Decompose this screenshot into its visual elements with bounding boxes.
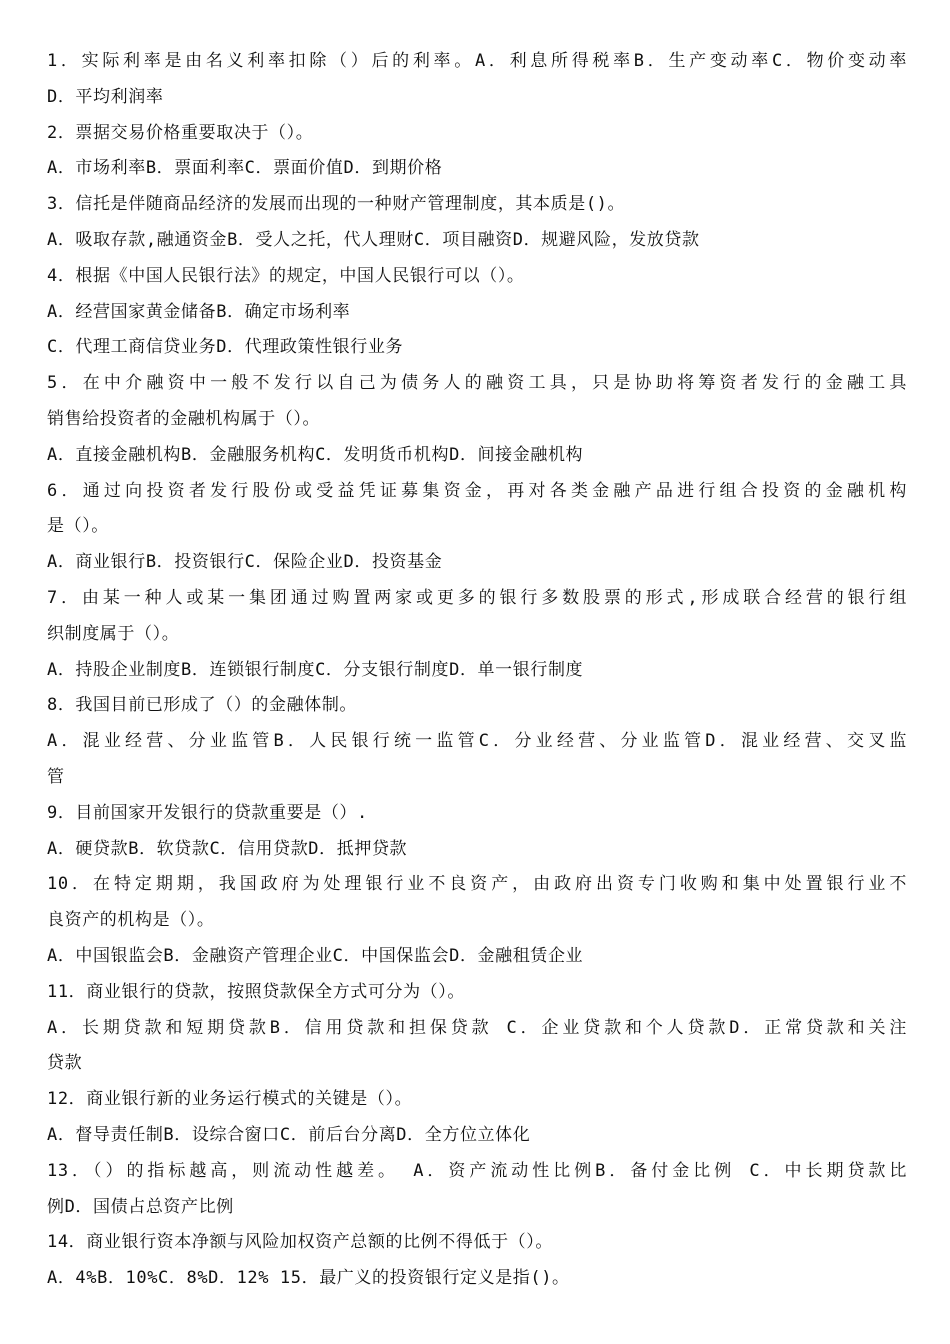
document-body [47,44,907,1297]
text-line-26: A．中国银监会B．金融资产管理企业C．中国保监会D．金融租赁企业 [47,945,584,966]
text-line-18: A．持股企业制度B．连锁银行制度C．分支银行制度D．单一银行制度 [47,659,584,680]
text-line-14: 是（）。 [47,516,109,537]
text-line-35: A．4%B．10%C．8%D．12% 15．最广义的投资银行定义是指()。 [47,1268,570,1289]
text-line-20: A．混业经营、分业监管B．人民银行统一监管C．分业经营、分业监管D．混业经营、交叉监 [47,731,907,752]
text-line-12: A．直接金融机构B．金融服务机构C．发明货币机构D．间接金融机构 [47,444,584,465]
text-line-2: D．平均利润率 [47,86,164,107]
text-line-21: 管 [47,766,65,787]
text-line-1: 1．实际利率是由名义利率扣除（）后的利率。A．利息所得税率B．生产变动率C．物价变动率 [47,51,907,71]
text-line-10: 5．在中介融资中一般不发行以自己为债务人的融资工具，只是协助将筹资者发行的金融工具 [47,373,907,394]
text-line-6: A．吸取存款,融通资金B．受人之托，代人理财C．项目融资D．规避风险，发放贷款 [47,229,700,250]
text-line-5: 3．信托是伴随商品经济的发展而出现的一种财产管理制度，其本质是()。 [47,194,626,215]
text-line-23: A．硬贷款B．软贷款C．信用贷款D．抵押贷款 [47,838,408,859]
text-line-17: 织制度属于（）。 [47,623,180,644]
text-line-7: 4．根据《中国人民银行法》的规定，中国人民银行可以（）。 [47,265,525,286]
text-line-30: 12．商业银行新的业务运行模式的关键是（）。 [47,1089,413,1110]
text-line-15: A．商业银行B．投资银行C．保险企业D．投资基金 [47,552,443,573]
text-line-32: 13．（）的指标越高，则流动性越差。 A．资产流动性比例B．备付金比例 C．中长期贷款比 [47,1160,907,1181]
text-line-24: 10．在特定期期，我国政府为处理银行业不良资产，由政府出资专门收购和集中处置银行业不 [47,874,907,895]
text-line-8: A．经营国家黄金储备B．确定市场利率 [47,301,351,322]
text-line-9: C．代理工商信贷业务D．代理政策性银行业务 [47,337,404,358]
text-line-25: 良资产的机构是（）。 [47,910,215,931]
text-line-29: 贷款 [47,1053,83,1074]
text-line-22: 9．目前国家开发银行的贷款重要是（）. [47,802,368,823]
text-line-34: 14．商业银行资本净额与风险加权资产总额的比例不得低于（）。 [47,1232,553,1253]
text-line-4: A．市场利率B．票面利率C．票面价值D．到期价格 [47,158,443,179]
text-line-19: 8．我国目前已形成了（）的金融体制。 [47,695,358,716]
text-line-13: 6．通过向投资者发行股份或受益凭证募集资金，再对各类金融产品进行组合投资的金融机构 [47,480,907,501]
text-line-27: 11．商业银行的贷款，按照贷款保全方式可分为（）。 [47,981,465,1002]
text-line-3: 2．票据交易价格重要取决于（）。 [47,122,314,143]
text-line-31: A．督导责任制B．设综合窗口C．前后台分离D．全方位立体化 [47,1124,531,1145]
text-line-16: 7．由某一种人或某一集团通过购置两家或更多的银行多数股票的形式,形成联合经营的银行组 [47,587,907,608]
text-line-28: A．长期贷款和短期贷款B．信用贷款和担保贷款 C．企业贷款和个人贷款D．正常贷款和关注 [47,1017,907,1038]
text-line-33: 例D．国债占总资产比例 [47,1196,234,1217]
text-line-11: 销售给投资者的金融机构属于（）。 [47,408,321,429]
